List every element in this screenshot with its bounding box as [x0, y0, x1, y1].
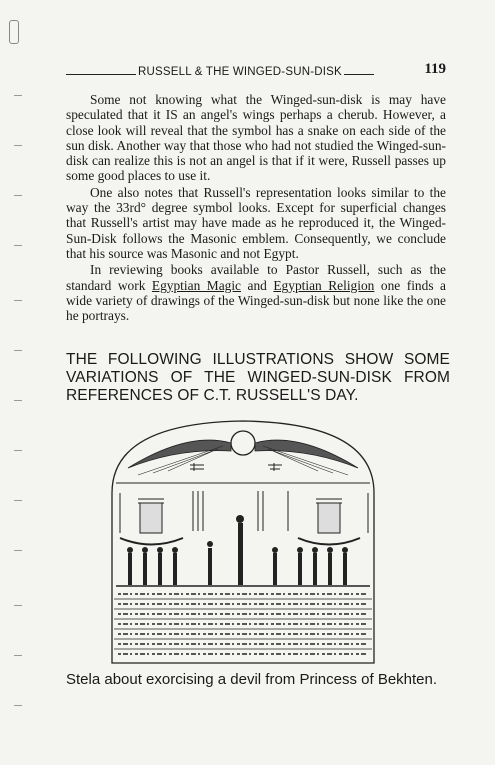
margin-tick: [14, 300, 22, 301]
page-number: 119: [424, 61, 446, 77]
header-rule-left: [66, 74, 136, 75]
margin-tick: [14, 500, 22, 501]
paragraph-1: Some not knowing what the Winged-sun-disk is may have speculated that it IS an angel's wings perhaps a cherub. However, a close look will reveal that the symbol has a snake on each side of the sun disk. Another way that those who had not studied the Winged-sun-disk can realize this is not an angel is that if it were, Russell passes up some good places to use it.: [66, 92, 446, 184]
paragraph-3-part-b: and: [241, 277, 274, 293]
paragraph-3-part-c: one finds a wide variety of drawings of the Winged-sun-disk but none like the one he portrays.: [66, 277, 446, 324]
binding-mark: [9, 20, 19, 44]
paragraph-3: [66, 262, 446, 323]
body-text: [66, 92, 446, 324]
winged-sun-disk-icon: [128, 431, 358, 475]
book-title-egyptian-magic: Egyptian Magic: [151, 277, 241, 293]
margin-tick: [14, 655, 22, 656]
margin-tick: [14, 350, 22, 351]
margin-tick: [14, 245, 22, 246]
margin-tick: [14, 450, 22, 451]
header-rule-right: [344, 74, 374, 75]
illustrations-heading: THE FOLLOWING ILLUSTRATIONS SHOW SOME VARIATIONS OF THE WINGED-SUN-DISK FROM REFERENCES OF C.T. RUSSELL'S DAY.: [66, 351, 450, 404]
margin-tick: [14, 605, 22, 606]
book-title-egyptian-religion: Egyptian Religion: [273, 277, 375, 293]
margin-tick: [14, 705, 22, 706]
figure-caption: Stela about exorcising a devil from Princess of Bekhten.: [66, 671, 438, 688]
paragraph-2: One also notes that Russell's representation looks similar to the way the 33rd° degree symbol looks. Except for superficial changes that Russell's artist may have made as he reproduced it, the Winged-Sun-Disk follows the Masonic emblem. Consequently, we conclude that his source was Masonic and not Egypt.: [66, 184, 446, 261]
sacred-barque-right-icon: [298, 499, 360, 545]
header-title: RUSSELL & THE WINGED-SUN-DISK: [138, 66, 342, 78]
running-header: [66, 60, 446, 78]
margin-tick: [14, 95, 22, 96]
margin-tick: [14, 145, 22, 146]
margin-tick: [14, 195, 22, 196]
sacred-barque-left-icon: [120, 499, 183, 545]
stela-illustration: [98, 413, 388, 668]
paragraph-3-part-a: In reviewing books available to Pastor Russell, such as the standard work: [66, 262, 446, 293]
margin-tick: [14, 400, 22, 401]
margin-tick: [14, 550, 22, 551]
